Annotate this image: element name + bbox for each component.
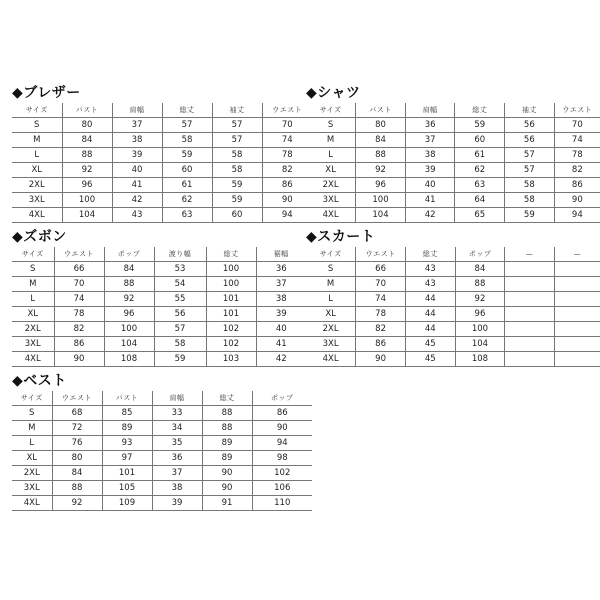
column-header: バスト [102,391,152,406]
column-header: 肩幅 [152,391,202,406]
measurement-cell: 35 [152,436,202,451]
measurement-cell: 70 [356,277,406,292]
column-header: ポップ [455,247,505,262]
measurement-cell: 39 [405,163,455,178]
measurement-cell: 62 [162,193,212,208]
measurement-cell: 88 [104,277,154,292]
measurement-cell: 94 [554,208,600,223]
measurement-cell: 42 [405,208,455,223]
size-label-cell: 2XL [306,322,356,337]
measurement-cell: 94 [262,208,312,223]
column-header: サイズ [306,103,356,118]
measurement-cell: 102 [206,337,256,352]
measurement-cell: 90 [356,352,406,367]
measurement-cell: 78 [356,307,406,322]
measurement-cell [554,337,600,352]
measurement-cell: 100 [356,193,406,208]
measurement-cell: 70 [262,118,312,133]
measurement-cell: 80 [52,451,102,466]
measurement-cell: 36 [256,262,306,277]
column-header: ウエスト [54,247,104,262]
measurement-cell [505,262,555,277]
column-header: 肩幅 [112,103,162,118]
vest-size-table [12,391,312,511]
measurement-cell: 57 [212,118,262,133]
measurement-cell: 96 [104,307,154,322]
size-label-cell: S [306,262,356,277]
column-header: バスト [62,103,112,118]
column-header: ウエスト [356,247,406,262]
table-row [306,262,600,277]
size-label-cell: XL [12,451,52,466]
column-header: 裾幅 [256,247,306,262]
measurement-cell: 76 [52,436,102,451]
measurement-cell: 74 [54,292,104,307]
measurement-cell: 74 [262,133,312,148]
table-row [306,322,600,337]
measurement-cell: 82 [262,163,312,178]
measurement-cell: 80 [356,118,406,133]
measurement-cell [505,337,555,352]
table-row [306,292,600,307]
measurement-cell: 101 [102,466,152,481]
measurement-cell: 60 [212,208,262,223]
shirt-section [306,84,600,223]
table-row [306,352,600,367]
measurement-cell: 64 [455,193,505,208]
table-row [306,178,600,193]
measurement-cell: 78 [262,148,312,163]
measurement-cell: 62 [455,163,505,178]
table-row [12,277,306,292]
measurement-cell: 104 [356,208,406,223]
table-row [12,193,312,208]
column-header: — [554,247,600,262]
measurement-cell: 59 [212,193,262,208]
measurement-cell: 104 [455,337,505,352]
size-label-cell: XL [306,163,356,178]
measurement-cell: 84 [104,262,154,277]
column-header: サイズ [12,391,52,406]
measurement-cell: 98 [252,451,312,466]
measurement-cell: 84 [356,133,406,148]
skirt-size-table [306,247,600,367]
measurement-cell: 88 [356,148,406,163]
measurement-cell: 60 [162,163,212,178]
measurement-cell: 108 [455,352,505,367]
table-row [12,178,312,193]
measurement-cell [554,307,600,322]
measurement-cell: 74 [554,133,600,148]
measurement-cell: 59 [505,208,555,223]
measurement-cell: 57 [505,148,555,163]
column-header: バスト [356,103,406,118]
measurement-cell: 104 [62,208,112,223]
measurement-cell: 41 [405,193,455,208]
measurement-cell: 103 [206,352,256,367]
measurement-cell: 100 [104,322,154,337]
size-label-cell: 3XL [306,337,356,352]
measurement-cell: 86 [262,178,312,193]
table-row [12,481,312,496]
blazer-size-table [12,103,312,223]
measurement-cell [554,262,600,277]
measurement-cell: 84 [455,262,505,277]
measurement-cell: 84 [52,466,102,481]
column-header: ウエスト [52,391,102,406]
size-label-cell: S [12,262,54,277]
column-header: 総丈 [405,247,455,262]
measurement-cell: 43 [405,262,455,277]
table-row [12,496,312,511]
measurement-cell: 110 [252,496,312,511]
shirt-size-table [306,103,600,223]
measurement-cell: 45 [405,337,455,352]
table-row [12,163,312,178]
column-header: サイズ [12,103,62,118]
measurement-cell: 40 [112,163,162,178]
measurement-cell: 40 [405,178,455,193]
measurement-cell: 101 [206,292,256,307]
measurement-cell: 38 [405,148,455,163]
size-label-cell: L [306,148,356,163]
measurement-cell: 88 [52,481,102,496]
measurement-cell: 63 [162,208,212,223]
size-label-cell: L [12,436,52,451]
column-header: 袖丈 [212,103,262,118]
measurement-cell [505,307,555,322]
measurement-cell: 37 [256,277,306,292]
size-label-cell: S [12,118,62,133]
measurement-cell: 61 [455,148,505,163]
measurement-cell: 96 [455,307,505,322]
size-label-cell: 3XL [12,481,52,496]
measurement-cell: 88 [62,148,112,163]
size-label-cell: L [306,292,356,307]
column-header: 渡り幅 [154,247,206,262]
size-label-cell: S [306,118,356,133]
pants-title: ◆ズボン [12,229,67,245]
table-header-row [12,247,306,262]
measurement-cell: 56 [505,133,555,148]
measurement-cell: 38 [112,133,162,148]
size-label-cell: 2XL [12,322,54,337]
measurement-cell: 41 [256,337,306,352]
table-row [306,208,600,223]
table-row [306,133,600,148]
pants-section [12,228,306,367]
measurement-cell: 78 [554,148,600,163]
size-label-cell: 3XL [12,193,62,208]
size-label-cell: L [12,292,54,307]
table-row [306,163,600,178]
measurement-cell: 74 [356,292,406,307]
table-row [12,436,312,451]
measurement-cell: 57 [212,133,262,148]
column-header: サイズ [12,247,54,262]
measurement-cell: 61 [162,178,212,193]
measurement-cell: 92 [104,292,154,307]
size-label-cell: M [306,133,356,148]
measurement-cell: 36 [405,118,455,133]
measurement-cell: 37 [112,118,162,133]
column-header: 総丈 [202,391,252,406]
measurement-cell: 82 [54,322,104,337]
column-header: 肩幅 [405,103,455,118]
measurement-cell: 38 [256,292,306,307]
vest-section [12,372,312,511]
measurement-cell: 92 [52,496,102,511]
table-row [12,322,306,337]
table-row [306,193,600,208]
table-header-row [12,391,312,406]
skirt-title: ◆スカート [306,229,376,245]
measurement-cell: 96 [356,178,406,193]
measurement-cell: 89 [202,451,252,466]
measurement-cell: 57 [154,322,206,337]
measurement-cell: 109 [102,496,152,511]
measurement-cell: 44 [405,322,455,337]
table-row [12,466,312,481]
measurement-cell: 91 [202,496,252,511]
measurement-cell: 97 [102,451,152,466]
size-label-cell: 3XL [306,193,356,208]
measurement-cell: 58 [212,148,262,163]
measurement-cell: 86 [54,337,104,352]
measurement-cell: 100 [206,262,256,277]
measurement-cell: 90 [202,481,252,496]
measurement-cell: 43 [405,277,455,292]
measurement-cell: 63 [455,178,505,193]
measurement-cell: 42 [112,193,162,208]
measurement-cell: 66 [356,262,406,277]
measurement-cell: 59 [154,352,206,367]
measurement-cell [554,322,600,337]
table-row [12,307,306,322]
size-label-cell: M [12,133,62,148]
measurement-cell: 92 [356,163,406,178]
measurement-cell: 44 [405,292,455,307]
column-header: — [505,247,555,262]
table-row [12,421,312,436]
measurement-cell: 78 [54,307,104,322]
measurement-cell: 33 [152,406,202,421]
measurement-cell: 36 [152,451,202,466]
measurement-cell: 100 [206,277,256,292]
table-row [306,118,600,133]
measurement-cell: 37 [405,133,455,148]
size-label-cell: M [12,421,52,436]
table-row [12,262,306,277]
measurement-cell [505,292,555,307]
measurement-cell: 85 [102,406,152,421]
measurement-cell [505,352,555,367]
measurement-cell: 88 [202,406,252,421]
measurement-cell: 100 [62,193,112,208]
measurement-cell: 70 [54,277,104,292]
measurement-cell: 90 [252,421,312,436]
size-label-cell: S [12,406,52,421]
measurement-cell: 68 [52,406,102,421]
measurement-cell: 43 [112,208,162,223]
measurement-cell: 80 [62,118,112,133]
table-header-row [306,103,600,118]
measurement-cell: 108 [104,352,154,367]
measurement-cell: 58 [212,163,262,178]
table-row [12,451,312,466]
size-label-cell: M [306,277,356,292]
size-label-cell: L [12,148,62,163]
table-row [306,337,600,352]
measurement-cell: 37 [152,466,202,481]
table-row [306,307,600,322]
measurement-cell: 42 [256,352,306,367]
measurement-cell: 82 [554,163,600,178]
measurement-cell: 59 [455,118,505,133]
column-header: ウエスト [262,103,312,118]
pants-size-table [12,247,306,367]
size-label-cell: 4XL [12,496,52,511]
measurement-cell: 57 [162,118,212,133]
table-row [12,148,312,163]
measurement-cell [505,322,555,337]
blazer-section [12,84,312,223]
measurement-cell: 86 [252,406,312,421]
measurement-cell: 106 [252,481,312,496]
table-row [12,292,306,307]
measurement-cell: 55 [154,292,206,307]
measurement-cell: 58 [162,133,212,148]
measurement-cell: 96 [62,178,112,193]
measurement-cell: 70 [554,118,600,133]
measurement-cell: 93 [102,436,152,451]
measurement-cell: 65 [455,208,505,223]
measurement-cell: 92 [62,163,112,178]
measurement-cell: 44 [405,307,455,322]
measurement-cell: 59 [162,148,212,163]
measurement-cell: 90 [554,193,600,208]
measurement-cell: 90 [54,352,104,367]
measurement-cell: 104 [104,337,154,352]
measurement-cell: 56 [154,307,206,322]
size-label-cell: XL [12,163,62,178]
table-row [306,148,600,163]
measurement-cell: 89 [102,421,152,436]
size-label-cell: M [12,277,54,292]
vest-title: ◆ベスト [12,373,67,389]
measurement-cell: 102 [252,466,312,481]
measurement-cell: 60 [455,133,505,148]
measurement-cell [505,277,555,292]
size-label-cell: 2XL [12,466,52,481]
column-header: ポップ [104,247,154,262]
measurement-cell: 39 [152,496,202,511]
size-label-cell: 2XL [12,178,62,193]
measurement-cell: 105 [102,481,152,496]
measurement-cell [554,292,600,307]
measurement-cell: 58 [505,193,555,208]
size-label-cell: 4XL [12,208,62,223]
size-label-cell: 4XL [306,352,356,367]
table-header-row [12,103,312,118]
measurement-cell [554,352,600,367]
table-row [306,277,600,292]
blazer-title: ◆ブレザー [12,85,81,101]
table-row [12,118,312,133]
measurement-cell: 39 [256,307,306,322]
size-label-cell: 4XL [306,208,356,223]
table-row [12,133,312,148]
column-header: サイズ [306,247,356,262]
measurement-cell: 58 [505,178,555,193]
measurement-cell: 90 [202,466,252,481]
measurement-cell: 102 [206,322,256,337]
measurement-cell: 41 [112,178,162,193]
shirt-title: ◆シャツ [306,85,361,101]
column-header: 総丈 [206,247,256,262]
column-header: ポップ [252,391,312,406]
measurement-cell: 72 [52,421,102,436]
column-header: 総丈 [455,103,505,118]
measurement-cell: 39 [112,148,162,163]
measurement-cell: 82 [356,322,406,337]
column-header: ウエスト [554,103,600,118]
measurement-cell: 40 [256,322,306,337]
measurement-cell: 86 [554,178,600,193]
measurement-cell: 57 [505,163,555,178]
measurement-cell [554,277,600,292]
skirt-section [306,228,600,367]
column-header: 総丈 [162,103,212,118]
measurement-cell: 54 [154,277,206,292]
measurement-cell: 88 [202,421,252,436]
measurement-cell: 66 [54,262,104,277]
measurement-cell: 94 [252,436,312,451]
size-label-cell: 2XL [306,178,356,193]
measurement-cell: 56 [505,118,555,133]
table-row [12,337,306,352]
size-label-cell: XL [306,307,356,322]
measurement-cell: 34 [152,421,202,436]
column-header: 袖丈 [505,103,555,118]
measurement-cell: 92 [455,292,505,307]
measurement-cell: 90 [262,193,312,208]
measurement-cell: 88 [455,277,505,292]
table-row [12,352,306,367]
table-row [12,406,312,421]
measurement-cell: 89 [202,436,252,451]
measurement-cell: 86 [356,337,406,352]
measurement-cell: 84 [62,133,112,148]
measurement-cell: 53 [154,262,206,277]
measurement-cell: 59 [212,178,262,193]
size-label-cell: XL [12,307,54,322]
measurement-cell: 58 [154,337,206,352]
size-label-cell: 3XL [12,337,54,352]
table-header-row [306,247,600,262]
measurement-cell: 45 [405,352,455,367]
measurement-cell: 100 [455,322,505,337]
table-row [12,208,312,223]
measurement-cell: 38 [152,481,202,496]
size-label-cell: 4XL [12,352,54,367]
measurement-cell: 101 [206,307,256,322]
